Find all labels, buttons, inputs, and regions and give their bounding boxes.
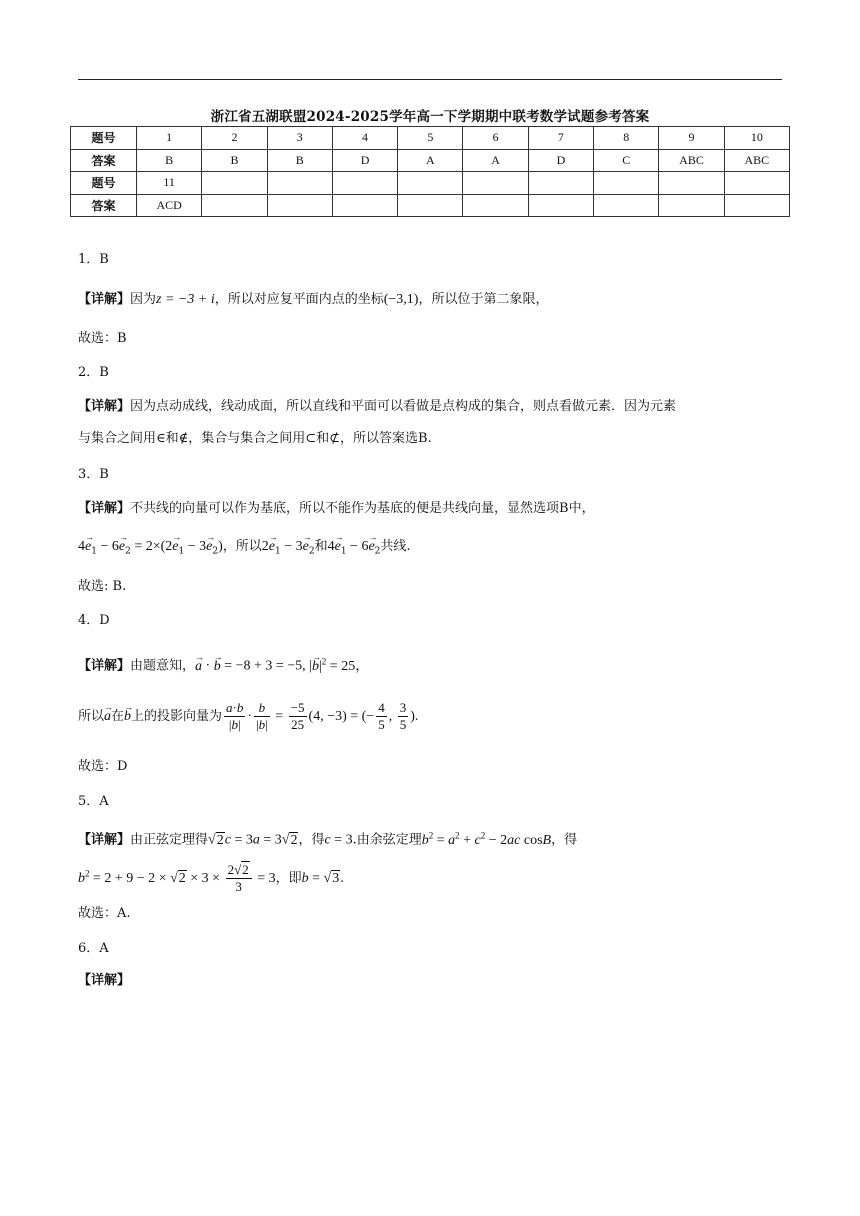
q4-detail-line2: 所以→ a在→ b上的投影向量为 $\frac{a\cdot b}{|b|}$ · $\frac{b}{|b|}$ = $\frac{-5}{25}$ (4, −3) = (− $\frac{4}{5}$ , $\frac{3}{5}$ ). xyxy=(78,700,418,733)
q1-detail: 【详解】因为z = −3 + i，所以对应复平面内点的坐标(−3,1)，所以位于第二象限， xyxy=(78,292,549,307)
table-cell xyxy=(398,194,463,217)
table-cell: B xyxy=(202,149,267,172)
row-label: 答案 xyxy=(71,149,137,172)
table-cell: B xyxy=(267,149,332,172)
answer-row xyxy=(71,149,790,172)
row-label: 题号 xyxy=(71,172,137,195)
table-cell xyxy=(202,172,267,195)
q4-conclusion: 故选：D xyxy=(78,759,128,774)
table-cell: B xyxy=(137,149,202,172)
table-cell xyxy=(463,172,528,195)
q3-heading: 3．B xyxy=(78,467,109,482)
table-cell xyxy=(463,194,528,217)
table-cell xyxy=(724,172,789,195)
table-cell: 8 xyxy=(594,127,659,150)
q5-detail-line1: 【详解】由正弦定理得√2c = 3a = 3√2，得c = 3.由余弦定理$b^2 = a^2 + c^2 - 2ac$ cosB，得 xyxy=(78,830,578,848)
answer-key-table xyxy=(70,126,790,217)
table-cell xyxy=(332,194,397,217)
q6-heading: 6．A xyxy=(78,941,109,956)
table-cell: 9 xyxy=(659,127,724,150)
table-cell: D xyxy=(528,149,593,172)
table-cell xyxy=(267,194,332,217)
header-rule xyxy=(78,79,782,80)
q3-detail-line1: 【详解】不共线的向量可以作为基底，所以不能作为基底的便是共线向量，显然选项B中， xyxy=(78,501,595,516)
q5-heading: 5．A xyxy=(78,794,109,809)
row-label: 题号 xyxy=(71,127,137,150)
q2-detail-line1: 【详解】因为点动成线，线动成面，所以直线和平面可以看做是点构成的集合，则点看做元素．因为元素 xyxy=(78,399,677,414)
table-cell xyxy=(594,194,659,217)
q3-formula-line: $4\to e_1 - 6\to e_2 = 2\times(2\to e_1 - 3\to e_2)$，所以$2\to e_1 - 3\to e_2$和$4\to e_1 - 6\to e_2$共线. xyxy=(78,538,411,561)
table-cell xyxy=(267,172,332,195)
table-cell: D xyxy=(332,149,397,172)
table-cell xyxy=(398,172,463,195)
table-cell xyxy=(594,172,659,195)
table-cell: A xyxy=(398,149,463,172)
q5-conclusion: 故选：A. xyxy=(78,906,131,921)
q2-detail-line2: 与集合之间用∈和∉，集合与集合之间用⊂和⊄，所以答案选B. xyxy=(78,431,432,446)
q4-heading: 4．D xyxy=(78,613,110,628)
q3-conclusion: 故选: B. xyxy=(78,579,127,594)
q4-detail-line1: 【详解】由题意知，→ a · → b = −8 + 3 = −5, |→ $b|^2 = 25$， xyxy=(78,652,369,676)
table-cell xyxy=(202,194,267,217)
q5-detail-line2: $b^2 = 2 + 9 - 2 \times √2 \times 3$ × $\frac{2√2}{3}$ = 3，即b = √3. xyxy=(78,862,344,894)
table-cell xyxy=(528,172,593,195)
table-cell xyxy=(528,194,593,217)
table-cell: A xyxy=(463,149,528,172)
detail-label: 【详解】 xyxy=(78,292,131,307)
q6-detail-label: 【详解】 xyxy=(78,973,131,988)
table-cell: 6 xyxy=(463,127,528,150)
table-cell xyxy=(724,194,789,217)
table-cell: 11 xyxy=(137,172,202,195)
q1-conclusion: 故选：B xyxy=(78,331,127,346)
table-cell: ABC xyxy=(659,149,724,172)
table-cell: 4 xyxy=(332,127,397,150)
table-cell: 2 xyxy=(202,127,267,150)
table-cell: ACD xyxy=(137,194,202,217)
table-cell xyxy=(659,194,724,217)
question-number-row xyxy=(71,172,790,195)
table-cell: 3 xyxy=(267,127,332,150)
table-cell: 5 xyxy=(398,127,463,150)
table-cell: ABC xyxy=(724,149,789,172)
document-title: 浙江省五湖联盟2024-2025学年高一下学期期中联考数学试题参考答案 xyxy=(210,109,650,125)
table-cell xyxy=(659,172,724,195)
question-number-row xyxy=(71,127,790,150)
table-cell: 10 xyxy=(724,127,789,150)
table-cell: 7 xyxy=(528,127,593,150)
table-cell xyxy=(332,172,397,195)
table-cell: C xyxy=(594,149,659,172)
answer-row xyxy=(71,194,790,217)
row-label: 答案 xyxy=(71,194,137,217)
q2-heading: 2．B xyxy=(78,365,109,380)
q1-heading: 1．B xyxy=(78,252,109,267)
table-cell: 1 xyxy=(137,127,202,150)
